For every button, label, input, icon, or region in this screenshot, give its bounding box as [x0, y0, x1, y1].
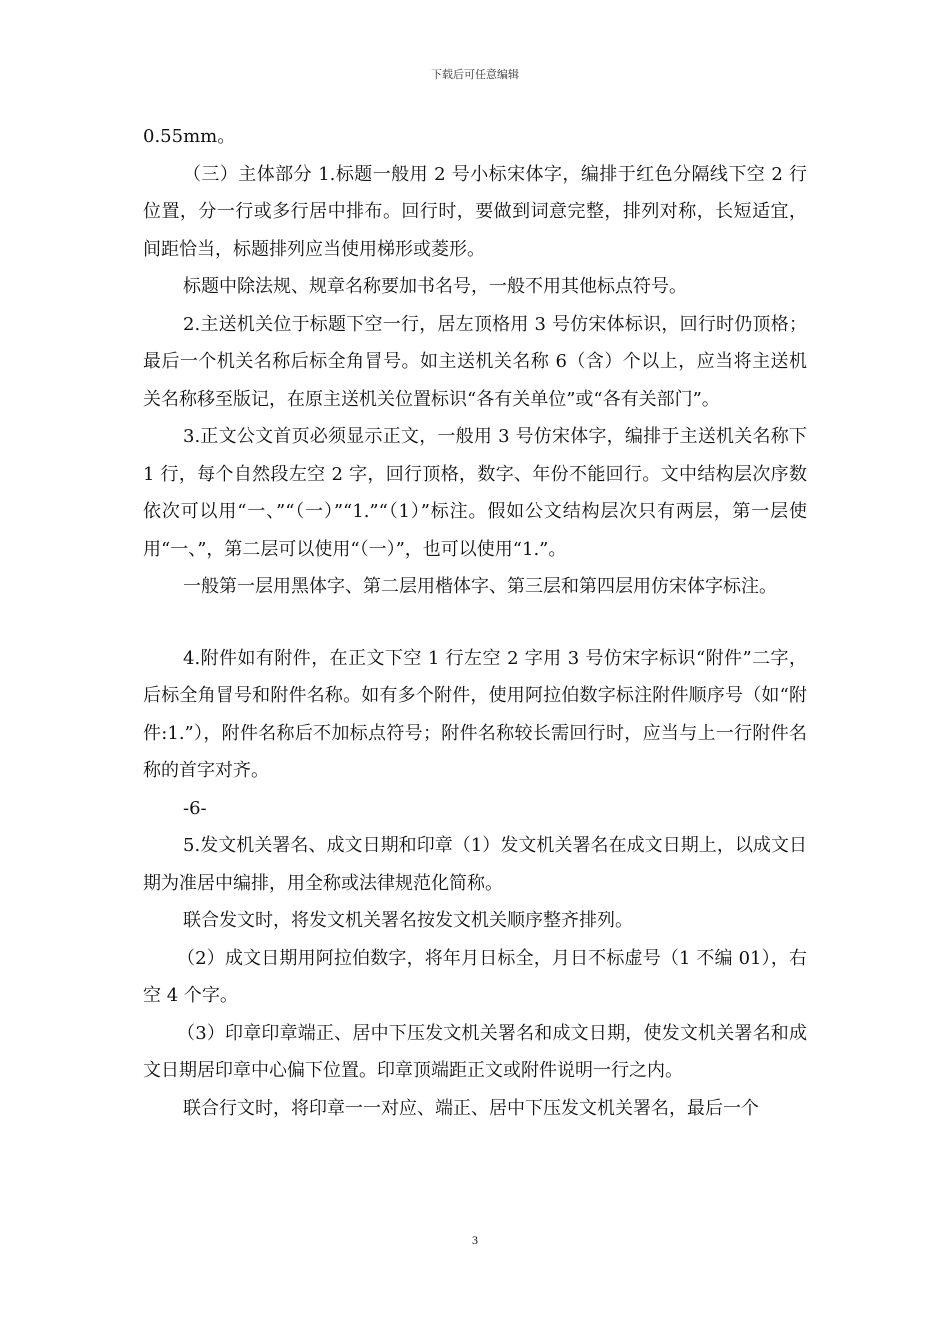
paragraph-attachments: 4.附件如有附件，在正文下空 1 行左空 2 字用 3 号仿宋字标识“附件”二字，后标全角冒号和附件名称。如有多个附件，使用阿拉伯数字标注附件顺序号（如“附件:1.”），附件名称后不加标点符号；附件名称较长需回行时，应当与上一行附件名称的首字对齐。: [143, 647, 807, 781]
page-header: 下载后可任意编辑: [431, 68, 519, 81]
paragraph-main-body-title: （三）主体部分 1.标题一般用 2 号小标宋体字，编排于红色分隔线下空 2 行位置，分一行或多行居中排布。回行时，要做到词意完整，排列对称，长短适宜，间距恰当，标题排列应当使用梯形或菱形。: [143, 163, 807, 260]
paragraph-seal: （3）印章印章端正、居中下压发文机关署名和成文日期，使发文机关署名和成文日期居印章中心偏下位置。印章顶端距正文或附件说明一行之内。: [143, 1022, 807, 1081]
paragraph-body-text: 3.正文公文首页必须显示正文，一般用 3 号仿宋体字，编排于主送机关名称下 1 行，每个自然段左空 2 字，回行顶格，数字、年份不能回行。文中结构层次序数依次可以用“一、”“（一）”“1.”“（1）”标注。假如公文结构层次只有两层，第一层使用“一、”，第二层可以使用“（一）”，也可以使用“1.”。: [143, 426, 807, 560]
paragraph-heading-fonts: 一般第一层用黑体字、第二层用楷体字、第三层和第四层用仿宋体字标注。: [183, 576, 777, 597]
paragraph-joint-seal: 联合行文时，将印章一一对应、端正、居中下压发文机关署名，最后一个: [183, 1097, 759, 1119]
paragraph-title-punctuation: 标题中除法规、规章名称要加书名号，一般不用其他标点符号。: [183, 276, 687, 297]
inline-page-marker: -6-: [183, 797, 207, 819]
paragraph-gap: [143, 606, 807, 640]
document-body: [143, 118, 807, 1127]
paragraph-joint-issuance: 联合发文时，将发文机关署名按发文机关顺序整齐排列。: [183, 910, 633, 931]
page-number: 3: [472, 1233, 478, 1247]
paragraph-signature-date-seal: 5.发文机关署名、成文日期和印章（1）发文机关署名在成文日期上，以成文日期为准居中编排，用全称或法律规范化简称。: [143, 835, 807, 894]
paragraph-issue-date: （2）成文日期用阿拉伯数字，将年月日标全，月日不标虚号（1 不编 01），右空 4 个字。: [143, 947, 807, 1006]
paragraph-main-recipient: 2.主送机关位于标题下空一行，居左顶格用 3 号仿宋体标识，回行时仍顶格；最后一个机关名称后标全角冒号。如主送机关名称 6（含）个以上，应当将主送机关名称移至版记，在原主送机关位置标识“各有关单位”或“各有关部门”。: [143, 313, 807, 410]
paragraph-continuation: 0.55mm。: [143, 126, 236, 147]
